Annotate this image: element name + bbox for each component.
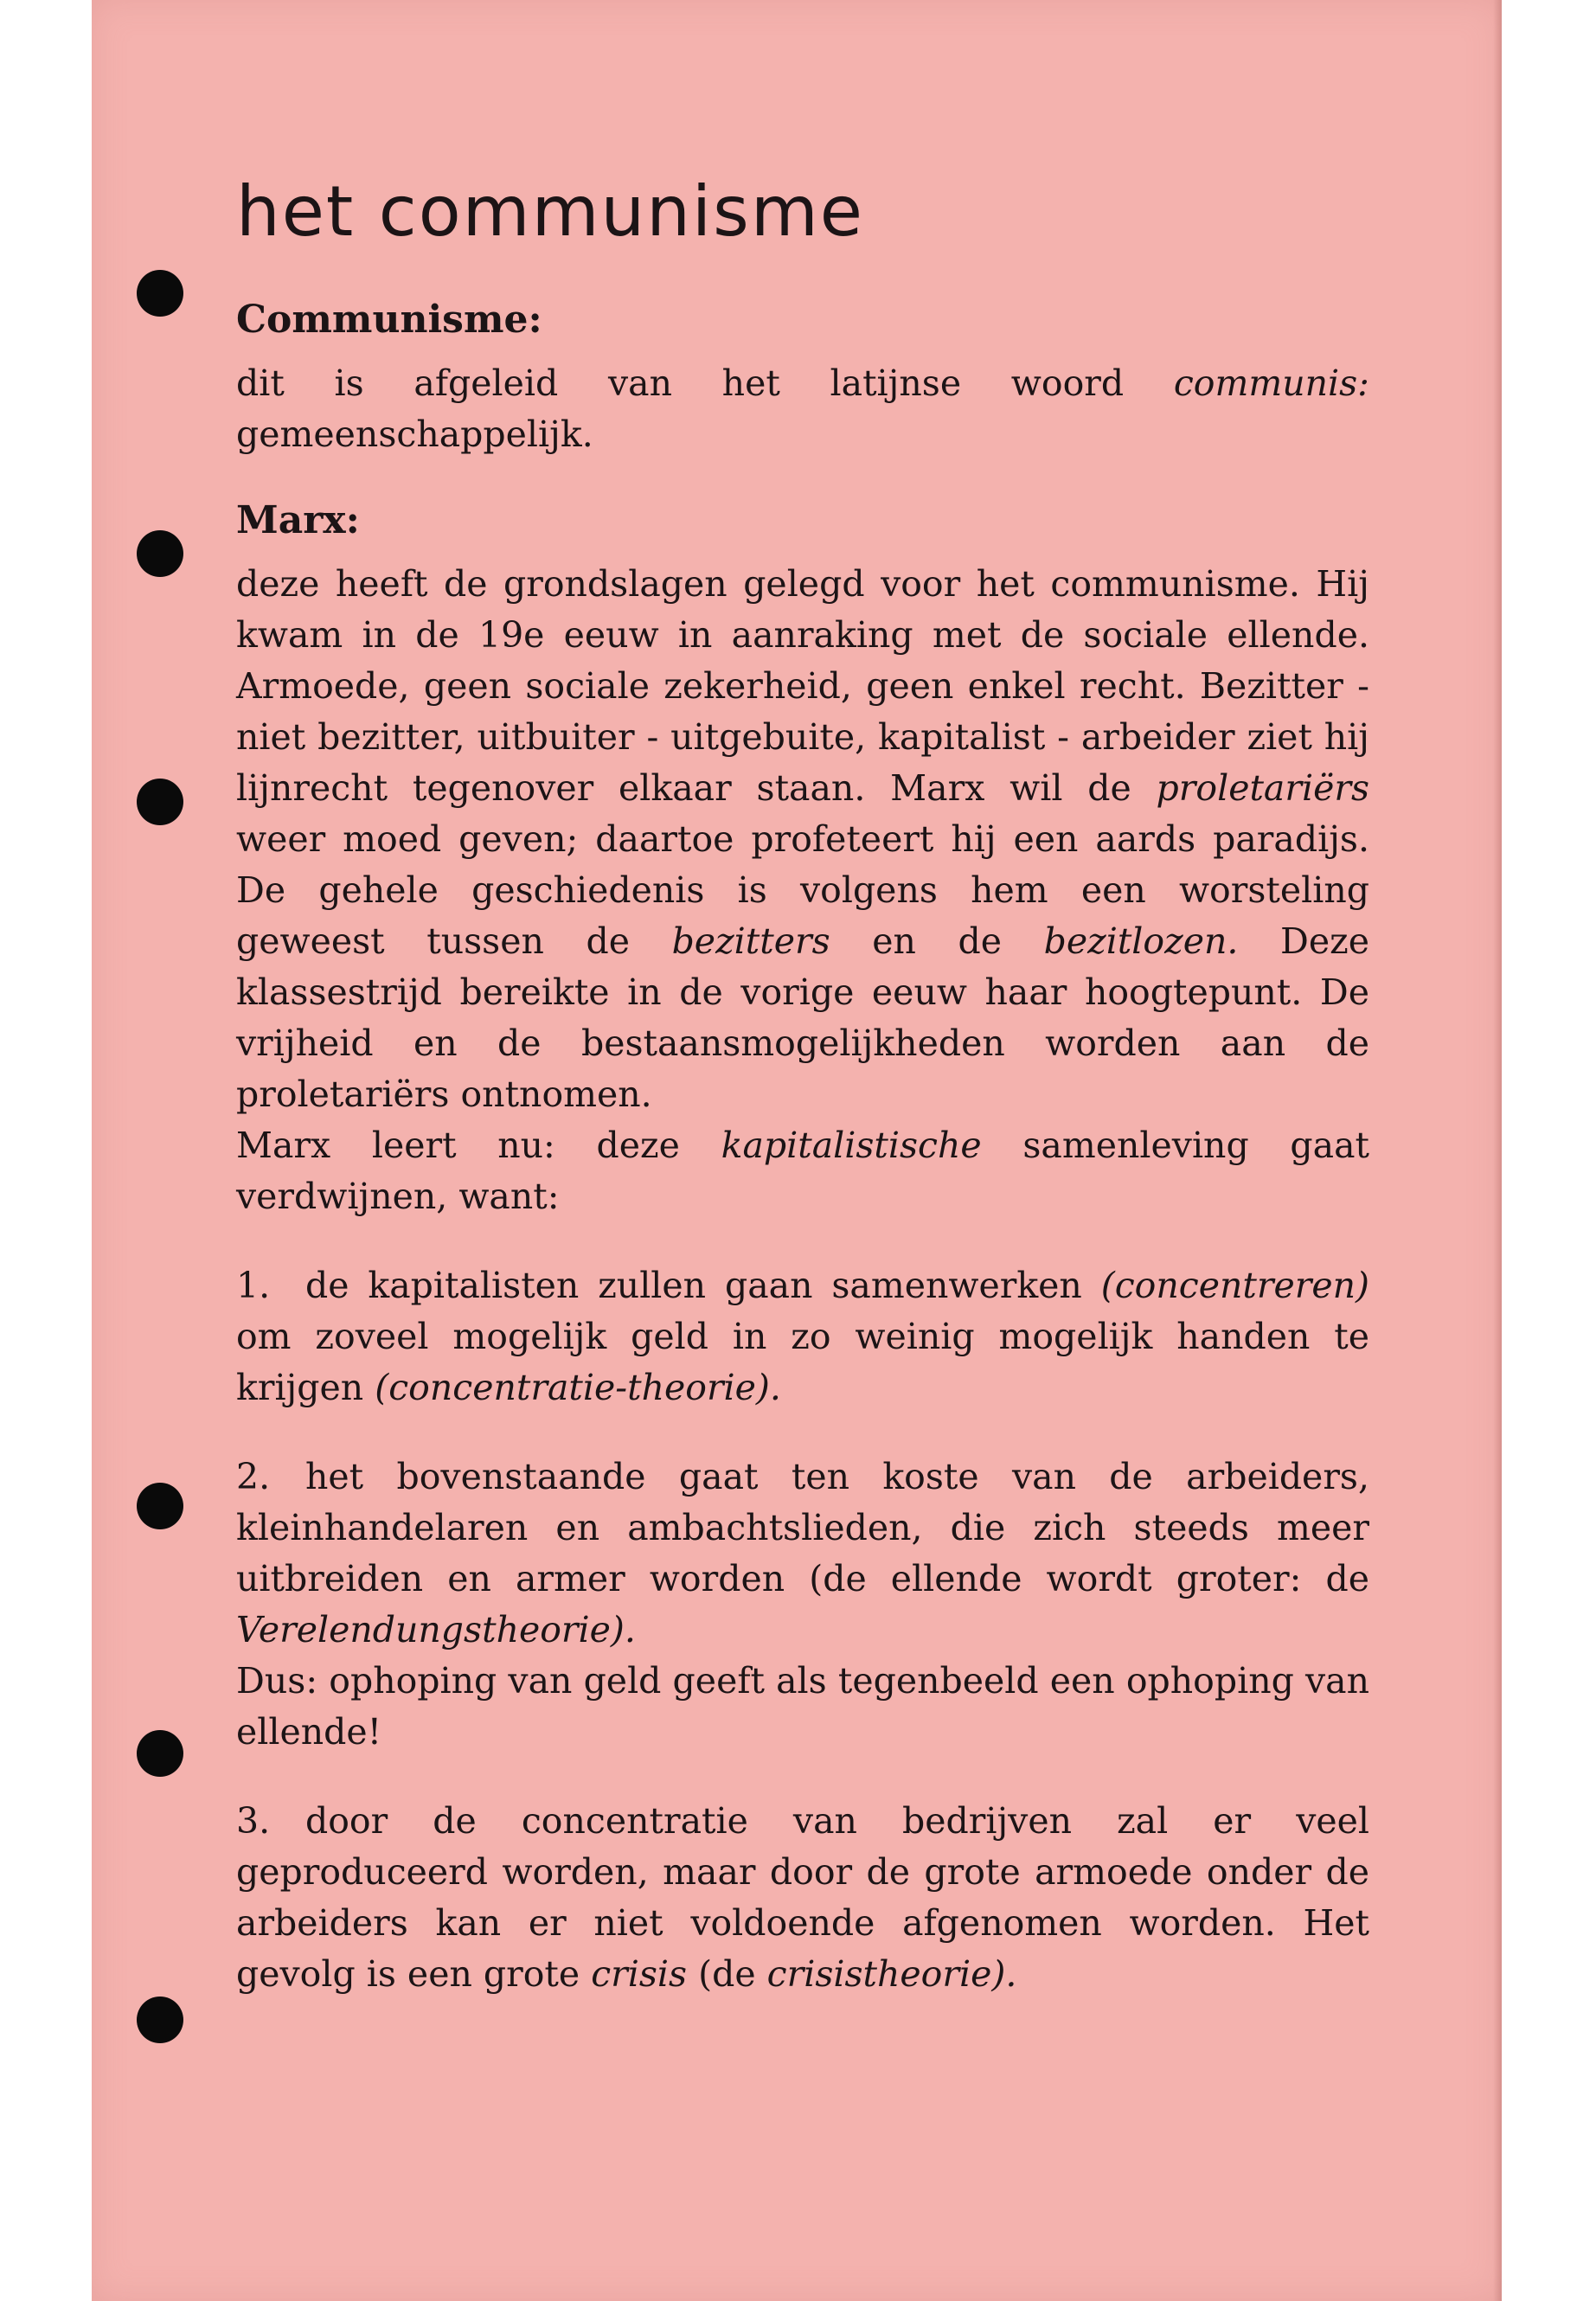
punch-hole xyxy=(137,779,183,825)
punch-hole xyxy=(137,1730,183,1777)
document-body xyxy=(236,173,1369,2000)
list-item: 3. door de concentratie van bedrijven zal er veel geproduceerd worden, maar door de grote armoede onder de arbeiders kan er niet voldoende afgenomen worden. Het gevolg is een grote crisis (de crisistheorie). xyxy=(236,1800,1369,1995)
page-title: het communisme xyxy=(236,171,864,252)
list-item: 1. de kapitalisten zullen gaan samenwerken (concentreren) om zoveel mogelijk geld in zo weinig mogelijk handen te krijgen (concentratie-theorie). xyxy=(236,1265,1369,1408)
page-edge-shadow xyxy=(1493,0,1502,2301)
paragraph-communisme-definition: dit is afgeleid van het latijnse woord communis: gemeenschappelijk. xyxy=(236,362,1369,455)
paragraph-marx-2: Marx leert nu: deze kapitalistische samenleving gaat verdwijnen, want: xyxy=(236,1125,1369,1217)
punch-hole xyxy=(137,530,183,577)
paragraph-dus: Dus: ophoping van geld geeft als tegenbeeld een ophoping van ellende! xyxy=(236,1660,1369,1753)
heading-communisme: Communisme: xyxy=(236,298,542,342)
punch-hole xyxy=(137,1483,183,1529)
paragraph-marx-1: deze heeft de grondslagen gelegd voor het communisme. Hij kwam in de 19e eeuw in aanraking met de sociale ellende. Armoede, geen sociale zekerheid, geen enkel recht. Bezitter - niet bezitter, uitbuiter - uitgebuite, kapitalist - arbeider ziet hij lijnrecht tegenover elkaar staan. Marx wil de proletariërs weer moed geven; daartoe profeteert hij een aards paradijs. De gehele geschiedenis is volgens hem een worsteling geweest tussen de bezitters en de bezitlozen. Deze klassestrijd bereikte in de vorige eeuw haar hoogtepunt. De vrijheid en de bestaansmogelijkheden worden aan de proletariërs ontnomen. xyxy=(236,563,1370,1115)
list-item: 2. het bovenstaande gaat ten koste van de arbeiders, kleinhandelaren en ambachtslieden, die zich steeds meer uitbreiden en armer worden (de ellende wordt groter: de Verelendungstheorie). Dus: ophoping van geld geeft als tegenbeeld een ophoping van ellende! xyxy=(236,1452,1369,1758)
punch-hole xyxy=(137,270,183,317)
heading-marx: Marx: xyxy=(236,498,360,542)
punch-hole xyxy=(137,1997,183,2043)
